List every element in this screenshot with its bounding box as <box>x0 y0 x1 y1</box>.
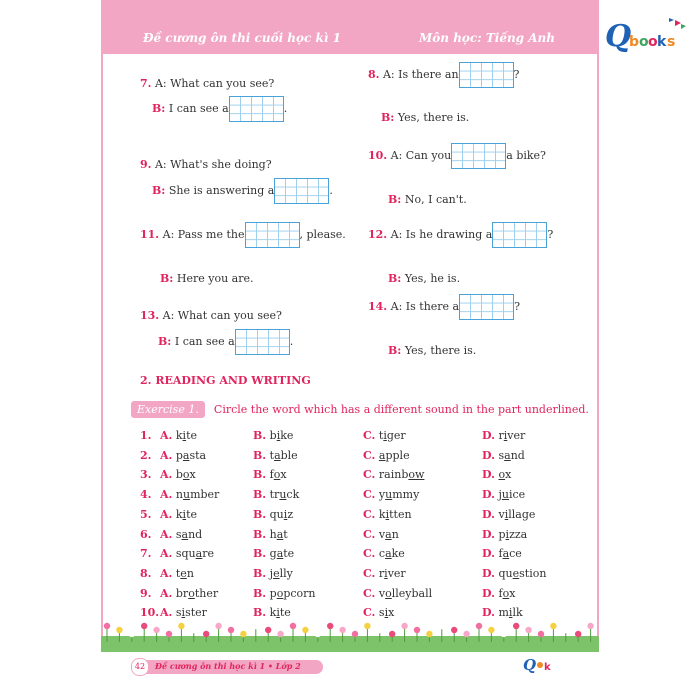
svg-text:k: k <box>657 34 667 50</box>
option-letter: A. <box>160 527 173 541</box>
flower-head <box>315 631 321 637</box>
option-c[interactable] <box>363 528 399 541</box>
word-row <box>140 429 580 447</box>
option-word: square <box>175 547 214 561</box>
question-10: 10. A: Can you a bike? <box>368 143 546 169</box>
answer-12: B: Yes, he is. <box>388 272 461 285</box>
option-letter: D. <box>482 586 495 600</box>
option-c[interactable] <box>363 468 424 481</box>
option-d[interactable] <box>482 567 546 580</box>
word-row <box>140 488 580 506</box>
option-letter: D. <box>482 606 495 620</box>
row-number: 3. <box>140 468 152 482</box>
answer-grid[interactable] <box>235 329 290 355</box>
option-a[interactable] <box>160 587 218 600</box>
flower-head <box>364 623 370 629</box>
word-row <box>140 567 580 585</box>
exercise-header <box>131 398 591 416</box>
option-word: hat <box>269 527 288 541</box>
option-c[interactable] <box>363 587 432 600</box>
flower-head <box>513 623 519 629</box>
option-letter: D. <box>482 507 495 521</box>
row-number: 6. <box>140 527 152 541</box>
qbooks-logo <box>603 12 697 62</box>
flower-head <box>339 627 345 633</box>
header-subject: Môn học: Tiếng Anh <box>419 31 556 45</box>
flower-head <box>240 631 246 637</box>
option-letter: D. <box>482 527 495 541</box>
option-b[interactable] <box>253 587 315 600</box>
word-row <box>140 468 580 486</box>
flower-border <box>101 612 599 652</box>
answer-grid[interactable] <box>492 222 547 248</box>
question-12: 12. A: Is he drawing a ? <box>368 222 553 248</box>
flower-head <box>463 631 469 637</box>
option-d[interactable] <box>482 528 527 541</box>
option-letter: B. <box>253 507 267 521</box>
option-a[interactable] <box>160 449 206 462</box>
option-word: kite <box>269 606 291 620</box>
option-d[interactable] <box>482 429 525 442</box>
flower-head <box>575 631 581 637</box>
option-letter: A. <box>160 468 173 482</box>
option-letter: A. <box>160 429 173 442</box>
option-word: six <box>378 606 395 620</box>
option-letter: B. <box>253 448 267 462</box>
option-word: face <box>498 547 522 561</box>
option-letter: D. <box>482 448 495 462</box>
footer-bar <box>134 660 323 674</box>
flower-head <box>538 631 544 637</box>
row-number: 4. <box>140 488 152 502</box>
flower-head <box>401 623 407 629</box>
footer-text: Đề cương ôn thi học kì 1 • Lớp 2 <box>155 661 301 671</box>
option-a[interactable] <box>160 468 196 481</box>
flower-head <box>178 623 184 629</box>
option-letter: A. <box>160 566 173 580</box>
option-word: milk <box>498 606 523 620</box>
option-word: river <box>498 429 526 442</box>
flower-head <box>277 631 283 637</box>
row-number: 9. <box>140 586 152 600</box>
flower-head <box>116 627 122 633</box>
option-a[interactable] <box>160 429 197 442</box>
page-header <box>101 0 599 54</box>
option-c[interactable] <box>363 508 412 521</box>
option-word: volleyball <box>378 586 433 600</box>
option-a[interactable] <box>160 488 219 501</box>
option-letter: B. <box>253 547 267 561</box>
option-c[interactable] <box>363 449 410 462</box>
flower-head <box>525 627 531 633</box>
option-word: box <box>175 468 196 482</box>
flower-head <box>414 627 420 633</box>
answer-grid[interactable] <box>451 143 506 169</box>
footer-logo <box>523 654 553 674</box>
word-row <box>140 449 580 467</box>
option-letter: D. <box>482 566 495 580</box>
option-word: kite <box>175 429 198 442</box>
option-word: sand <box>498 448 525 462</box>
flower-head <box>550 623 556 629</box>
option-d[interactable] <box>482 488 525 501</box>
answer-grid[interactable] <box>229 96 284 122</box>
option-letter: A. <box>160 586 173 600</box>
option-word: rainbow <box>378 468 425 482</box>
flower-head <box>141 623 147 629</box>
option-a[interactable] <box>160 508 197 521</box>
row-number: 8. <box>140 566 152 580</box>
option-word: tiger <box>378 429 406 442</box>
option-letter: B. <box>253 429 267 442</box>
option-word: pasta <box>175 448 207 462</box>
option-word: river <box>378 566 406 580</box>
option-letter: A. <box>160 488 173 502</box>
flower-head <box>129 631 135 637</box>
section-title: 2. READING AND WRITING <box>140 374 311 387</box>
row-number: 7. <box>140 547 152 561</box>
question-11: 11. A: Pass me the , please. <box>140 222 346 248</box>
flower-head <box>265 627 271 633</box>
option-word: question <box>498 566 547 580</box>
flower-head <box>501 631 507 637</box>
exercise-instruction: Circle the word which has a different sound in the part underlined. <box>213 403 589 416</box>
option-c[interactable] <box>363 488 419 501</box>
flower-head <box>389 631 395 637</box>
flower-head <box>451 627 457 633</box>
option-word: kitten <box>378 507 412 521</box>
option-b[interactable] <box>253 567 293 580</box>
option-a[interactable] <box>160 528 202 541</box>
option-word: sister <box>175 606 207 620</box>
question-14: 14. A: Is there a ? <box>368 294 520 320</box>
option-a[interactable] <box>160 567 194 580</box>
option-word: ten <box>175 566 194 580</box>
option-letter: B. <box>253 606 267 620</box>
option-letter: C. <box>363 468 376 482</box>
option-letter: C. <box>363 429 376 442</box>
option-letter: C. <box>363 606 376 620</box>
option-letter: A. <box>160 547 173 561</box>
flower-head <box>153 627 159 633</box>
option-b[interactable] <box>253 508 293 521</box>
answer-11: B: Here you are. <box>160 272 254 285</box>
option-letter: C. <box>363 448 376 462</box>
flower-head <box>104 623 110 629</box>
option-letter: B. <box>253 488 267 502</box>
option-word: kite <box>175 507 198 521</box>
page-number: 42 <box>131 658 149 676</box>
flower-head <box>253 623 259 629</box>
option-letter: C. <box>363 547 376 561</box>
option-letter: A. <box>160 507 173 521</box>
option-word: van <box>378 527 399 541</box>
flower-head <box>563 627 569 633</box>
flower-head <box>476 623 482 629</box>
option-word: quiz <box>269 507 294 521</box>
question-9: 9. A: What's she doing? <box>140 158 272 171</box>
option-word: number <box>175 488 220 502</box>
svg-text:b: b <box>629 34 640 50</box>
option-d[interactable] <box>482 468 511 481</box>
option-d[interactable] <box>482 547 522 560</box>
svg-text:o: o <box>639 34 649 50</box>
flower-head <box>587 623 593 629</box>
flower-head <box>191 627 197 633</box>
question-13: 13. A: What can you see? <box>140 309 282 322</box>
flower-head <box>302 627 308 633</box>
option-b[interactable] <box>253 429 293 442</box>
question-8: 8. A: Is there an ? <box>368 62 519 88</box>
answer-grid[interactable] <box>245 222 300 248</box>
option-word: village <box>498 507 536 521</box>
question-7: 7. A: What can you see? <box>140 77 275 90</box>
option-b[interactable] <box>253 468 287 481</box>
option-letter: B. <box>253 566 267 580</box>
option-word: gate <box>269 547 295 561</box>
option-d[interactable] <box>482 508 535 521</box>
option-word: sand <box>175 527 203 541</box>
option-letter: C. <box>363 507 376 521</box>
option-c[interactable] <box>363 567 406 580</box>
row-number: 5. <box>140 507 152 521</box>
flower-head <box>352 631 358 637</box>
flower-head <box>228 627 234 633</box>
option-word: yummy <box>378 488 420 502</box>
option-word: popcorn <box>269 586 316 600</box>
option-word: apple <box>378 448 410 462</box>
option-word: fox <box>498 586 516 600</box>
answer-8: B: Yes, there is. <box>381 111 470 124</box>
option-word: bike <box>269 429 294 442</box>
header-title: Đề cương ôn thi cuối học kì 1 <box>143 31 341 45</box>
option-letter: C. <box>363 566 376 580</box>
flower-head <box>426 631 432 637</box>
flower-head <box>327 623 333 629</box>
word-row <box>140 547 580 565</box>
answer-grid[interactable] <box>459 294 514 320</box>
option-word: juice <box>498 488 526 502</box>
svg-text:Q: Q <box>605 19 632 54</box>
option-b[interactable] <box>253 547 294 560</box>
option-letter: C. <box>363 527 376 541</box>
option-word: pizza <box>498 527 528 541</box>
svg-text:s: s <box>667 34 676 50</box>
flower-head <box>439 623 445 629</box>
option-word: truck <box>269 488 300 502</box>
option-letter: D. <box>482 547 495 561</box>
option-word: brother <box>175 586 219 600</box>
answer-9: B: She is answering a . <box>152 178 333 204</box>
option-a[interactable] <box>160 547 214 560</box>
flower-head <box>290 623 296 629</box>
answer-10: B: No, I can't. <box>388 193 467 206</box>
answer-14: B: Yes, there is. <box>388 344 477 357</box>
option-word: table <box>269 448 298 462</box>
exercise-tag: Exercise 1. <box>131 401 205 418</box>
option-b[interactable] <box>253 488 299 501</box>
option-letter: A. <box>160 448 173 462</box>
option-letter: B. <box>253 468 267 482</box>
option-word: fox <box>269 468 287 482</box>
option-c[interactable] <box>363 429 406 442</box>
option-d[interactable] <box>482 449 525 462</box>
option-word: jelly <box>269 566 293 580</box>
flower-head <box>203 631 209 637</box>
word-row <box>140 528 580 546</box>
flower-head <box>488 627 494 633</box>
option-letter: A. <box>160 606 173 620</box>
option-d[interactable] <box>482 587 515 600</box>
word-row <box>140 508 580 526</box>
svg-text:o: o <box>648 34 658 50</box>
option-letter: C. <box>363 488 376 502</box>
word-row <box>140 587 580 605</box>
option-word: cake <box>378 547 405 561</box>
answer-grid[interactable] <box>459 62 514 88</box>
flower-head <box>377 627 383 633</box>
answer-7: B: I can see a . <box>152 96 287 122</box>
answer-grid[interactable] <box>274 178 329 204</box>
option-letter: D. <box>482 488 495 502</box>
option-letter: B. <box>253 586 267 600</box>
answer-13: B: I can see a . <box>158 329 293 355</box>
flower-head <box>215 623 221 629</box>
option-letter: D. <box>482 429 495 442</box>
row-number: 2. <box>140 448 152 462</box>
option-word: ox <box>498 468 512 482</box>
option-letter: B. <box>253 527 267 541</box>
option-letter: C. <box>363 586 376 600</box>
row-number: 10. <box>140 606 160 620</box>
page-footer <box>101 652 599 700</box>
row-number: 1. <box>140 429 152 442</box>
svg-text:Q: Q <box>523 656 537 674</box>
svg-text:k: k <box>544 662 551 673</box>
flower-head <box>166 631 172 637</box>
option-letter: D. <box>482 468 495 482</box>
option-c[interactable] <box>363 547 405 560</box>
option-b[interactable] <box>253 449 298 462</box>
option-b[interactable] <box>253 528 288 541</box>
